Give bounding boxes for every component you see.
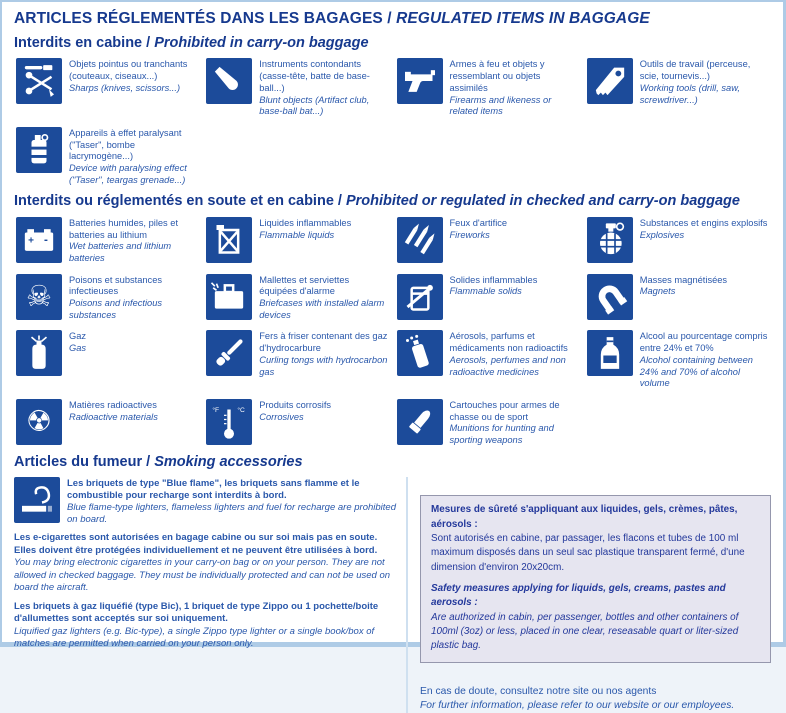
blunt-object-icon (206, 58, 252, 104)
fireworks-icon (397, 217, 443, 263)
smoking-item-fr: Les briquets de type "Blue flame", les briquets sans flamme et le combustible pour recharge sont interdits à bord. (67, 478, 360, 502)
item-label-en: Curling tongs with hydrocarbon gas (259, 354, 388, 377)
saw-icon (587, 58, 633, 104)
smoking-item-en: Blue flame-type lighters, flameless lighters and fuel for recharge are prohibited on board. (67, 502, 396, 526)
regulated-item (587, 330, 769, 390)
item-label-en: Briefcases with installed alarm devices (259, 298, 385, 320)
item-label-en: Munitions for hunting and sporting weapons (449, 423, 554, 446)
liquids-title-en: Safety measures applying for liquids, gels, creams, pastes and aerosols : (431, 582, 726, 609)
item-label-fr: Feux d'artifice (449, 217, 508, 228)
bottom-columns (14, 477, 771, 713)
battery-icon (16, 217, 62, 263)
item-label-en: Working tools (drill, saw, screwdriver...) (639, 82, 740, 105)
item-label-en: Wet batteries and lithium batteries (69, 241, 172, 263)
item-label-en: Corrosives (259, 411, 304, 422)
section-heading-smoking: Articles du fumeur / Smoking accessories (14, 453, 303, 470)
svg-text:-: - (44, 233, 48, 247)
item-label-fr: Alcool au pourcentage compris entre 24% et 70% (639, 331, 768, 354)
item-label-en: Magnets (639, 286, 676, 297)
smoking-item (14, 477, 398, 526)
regulated-item (206, 274, 388, 322)
regulated-item (206, 330, 388, 390)
item-label-fr: Substances et engins explosifs (639, 217, 768, 228)
radioactive-icon: ☢ (16, 399, 62, 445)
item-label-en: Flammable liquids (259, 229, 335, 240)
item-label-en: Radioactive materials (69, 411, 158, 422)
regulated-item (397, 58, 579, 118)
section-heading-checked: Interdits ou réglementés en soute et en cabine / Prohibited or regulated in checked and carry-on baggage (14, 193, 740, 210)
regulated-item (16, 127, 198, 187)
flammable-solid-icon (397, 274, 443, 320)
item-label-fr: Liquides inflammables (259, 217, 352, 228)
regulated-item (397, 399, 579, 447)
regulated-item (16, 217, 198, 265)
item-label-fr: Instruments contondants (casse-tête, batte de base-ball...) (259, 59, 370, 93)
item-label-en: Sharps (knives, scissors...) (69, 82, 181, 93)
item-label-fr: Appareils à effet paralysant ("Taser", bombe lacrymogène...) (69, 127, 182, 162)
liquids-safety-box (420, 495, 771, 663)
gas-cylinder-icon (16, 330, 62, 376)
item-label-fr: Gaz (69, 331, 87, 342)
item-label-fr: Outils de travail (perceuse, scie, tournevis...) (639, 59, 751, 82)
firearm-icon (397, 58, 443, 104)
item-label-fr: Produits corrosifs (259, 399, 332, 410)
regulated-item (16, 274, 198, 322)
item-label-en: Device with paralysing effect ("Taser", teargas grenade...) (69, 163, 187, 185)
briefcase-alarm-icon (206, 274, 252, 320)
item-label-fr: Armes à feu et objets y ressemblant ou objets assimilés (449, 59, 545, 93)
ecigarette-paragraph: Les e-cigarettes sont autorisées en bagage cabine ou sur soi mais pas en soute. Elles doivent être protégées individuellement et ne peuvent être utilisées à bord. You may bring electronic cigarettes in your carry-on bag or on your person. They are not allowed in checked baggage. They must be individually protected and can not be used on board the aircraft. (14, 532, 391, 594)
regulated-item (397, 274, 579, 322)
item-label-en: Poisons and infectious substances (69, 298, 163, 320)
regulated-item (16, 399, 198, 447)
alcohol-bottle-icon (587, 330, 633, 376)
sharps-icon (16, 58, 62, 104)
item-label-fr: Batteries humides, piles et batteries au lithium (69, 217, 179, 240)
page-title-fr: ARTICLES RÉGLEMENTÉS DANS LES BAGAGES / (14, 10, 397, 27)
thermometer-icon (206, 399, 252, 445)
magnet-icon (587, 274, 633, 320)
svg-text:°C: °C (237, 406, 246, 414)
svg-text:°F: °F (212, 406, 220, 414)
item-label-fr: Fers à friser contenant des gaz d'hydrocarbure (259, 331, 388, 354)
item-label-en: Blunt objects (Artifact club, base-ball bat...) (259, 94, 370, 117)
liquids-body-en: Are authorized in cabin, per passenger, bottles and other containers of 100ml (3oz) or less, placed in one clear, reseasable quart or liter-sized plastic bag. (431, 611, 739, 652)
item-label-fr: Solides inflammables (449, 274, 538, 285)
regulated-item (16, 58, 198, 118)
smoking-column (14, 477, 406, 713)
regulated-item (16, 330, 198, 390)
cartridge-icon (397, 399, 443, 445)
cabin-prohibited-grid (16, 58, 769, 186)
svg-text:+: + (28, 235, 35, 247)
regulated-item (587, 274, 769, 322)
jerrycan-icon (206, 217, 252, 263)
liquids-body-fr: Sont autorisés en cabine, par passager, les flacons et tubes de 100 ml maximum disposés dans un seul sac plastique transparent fermé, d'une dimension d'environ 20x20cm. (431, 532, 745, 573)
regulated-item (397, 330, 579, 390)
section-heading-cabin: Interdits en cabine / Prohibited in carry-on baggage (14, 35, 369, 51)
lighters-paragraph: Les briquets à gaz liquéfié (type Bic), 1 briquet de type Zippo ou 1 pochette/boite d'allumettes sont acceptés sur soi uniquement. Liquified gaz lighters (e.g. Bic-type), a single Zippo type lighter or a single book/box of matches are permitted when carried on your person only. (14, 600, 379, 650)
checked-regulated-grid (16, 217, 769, 447)
item-label-en: Flammable solids (449, 286, 522, 297)
further-info-note: En cas de doute, consultez notre site ou nos agents For further information, please refer to our website or our employees. (420, 685, 735, 711)
liquids-title-fr: Mesures de sûreté s'appliquant aux liquides, gels, crèmes, pâtes, aérosols : (431, 504, 738, 530)
item-label-fr: Matières radioactives (69, 399, 157, 410)
item-label-fr: Masses magnétisées (639, 274, 728, 285)
cigarette-icon (14, 477, 60, 523)
regulated-item (397, 217, 579, 265)
page-title (14, 10, 771, 28)
poison-icon: ☠ (16, 274, 62, 320)
item-label-en: Explosives (639, 229, 685, 240)
item-label-fr: Mallettes et serviettes équipées d'alarme (259, 274, 350, 297)
liquids-column (406, 477, 771, 713)
item-label-en: Fireworks (449, 229, 490, 240)
grenade-icon (587, 217, 633, 263)
curling-tongs-icon (206, 330, 252, 376)
regulated-item (587, 58, 769, 118)
regulated-item (206, 399, 388, 447)
item-label-fr: Aérosols, parfums et médicaments non radioactifs (449, 331, 568, 354)
taser-spray-icon (16, 127, 62, 173)
item-label-en: Firearms and likeness or related items (449, 94, 552, 117)
item-label-fr: Poisons et substances infectieuses (69, 274, 163, 297)
item-label-en: Alcohol containing between 24% and 70% of alcohol volume (639, 354, 753, 389)
aerosol-icon (397, 330, 443, 376)
item-label-fr: Objets pointus ou tranchants (couteaux, ciseaux...) (69, 59, 188, 82)
item-label-en: Gas (69, 343, 87, 354)
item-label-en: Aerosols, perfumes and non radioactive medicines (449, 354, 566, 377)
item-label-fr: Cartouches pour armes de chasse ou de sport (449, 399, 560, 422)
regulated-item (587, 217, 769, 265)
regulated-item (206, 58, 388, 118)
regulated-item (206, 217, 388, 265)
page-title-en: REGULATED ITEMS IN BAGGAGE (396, 10, 650, 27)
